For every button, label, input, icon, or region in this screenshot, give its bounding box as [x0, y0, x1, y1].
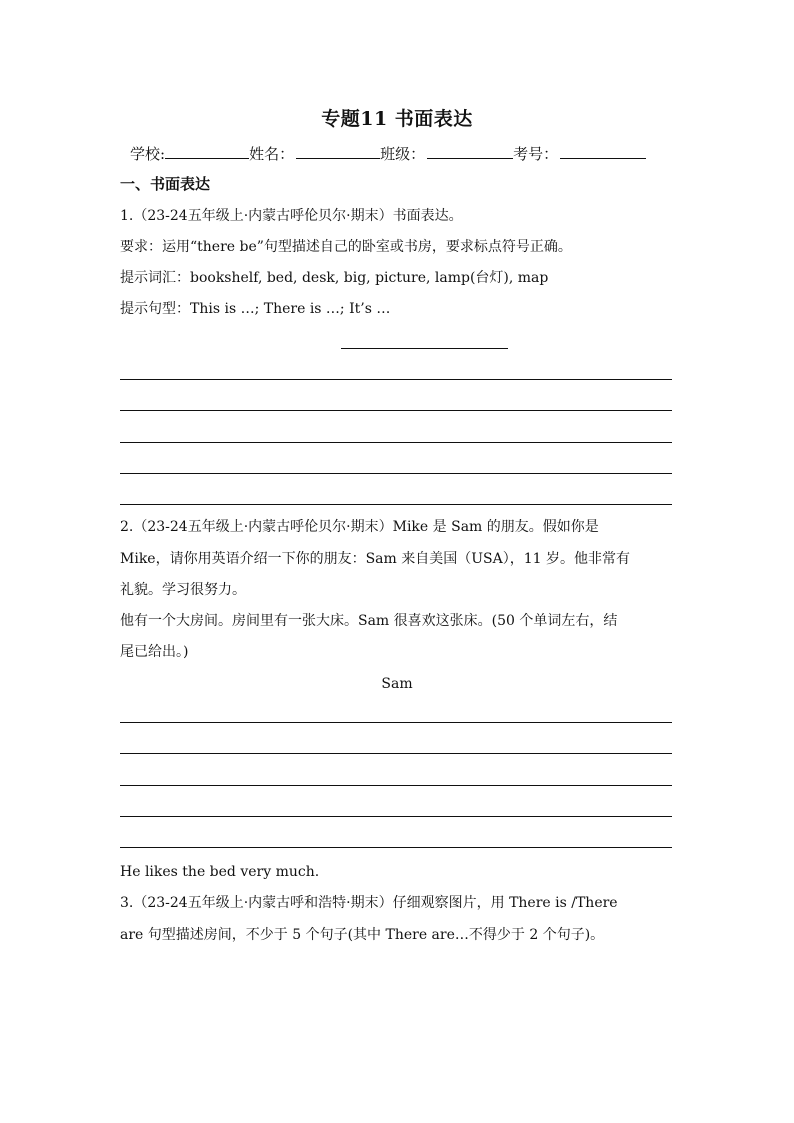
q2-stem-line2: Mike，请你用英语介绍一下你的朋友：Sam 来自美国（USA），11 岁。他非常有 — [120, 551, 631, 567]
q1-writing-line[interactable] — [120, 504, 672, 505]
q2-writing-line[interactable] — [120, 753, 672, 754]
student-info-row — [130, 143, 646, 164]
q3-stem-line1: 3.（23-24五年级上·内蒙古呼和浩特·期末）仔细观察图片，用 There is /There — [120, 895, 618, 911]
q2-writing-line[interactable] — [120, 847, 672, 848]
q1-pattern-hint: 提示句型：This is …; There is …; It’s … — [120, 301, 391, 317]
q2-writing-line[interactable] — [120, 816, 672, 817]
school-blank[interactable] — [165, 144, 249, 159]
q1-writing-line[interactable] — [120, 379, 672, 380]
q1-vocabulary-hint: 提示词汇：bookshelf, bed, desk, big, picture, lamp(台灯), map — [120, 270, 549, 286]
q1-writing-line[interactable] — [120, 410, 672, 411]
class-label: 班级： — [380, 145, 426, 163]
q2-stem-line3: 礼貌。学习很努力。 — [120, 582, 246, 598]
school-label: 学校: — [130, 145, 166, 163]
page-title: 专题11 书面表达 — [321, 108, 473, 130]
q2-given-ending: He likes the bed very much. — [120, 864, 320, 880]
q2-essay-heading: Sam — [381, 676, 413, 692]
exam-number-blank[interactable] — [560, 144, 646, 159]
name-blank[interactable] — [296, 144, 380, 159]
q2-writing-line[interactable] — [120, 785, 672, 786]
q2-stem-line5: 尾已给出。) — [120, 644, 189, 660]
q1-stem: 1.（23-24五年级上·内蒙古呼伦贝尔·期末）书面表达。 — [120, 208, 463, 224]
q3-stem-line2: are 句型描述房间，不少于 5 个句子(其中 There are…不得少于 2 个句子)。 — [120, 927, 605, 943]
q2-stem-line4: 他有一个大房间。房间里有一张大床。Sam 很喜欢这张床。(50 个单词左右，结 — [120, 613, 618, 629]
exam-number-label: 考号： — [513, 145, 559, 163]
q2-stem-line1: 2.（23-24五年级上·内蒙古呼伦贝尔·期末）Mike 是 Sam 的朋友。假如你是 — [120, 519, 599, 535]
class-blank[interactable] — [427, 144, 513, 159]
q1-requirement: 要求：运用“there be”句型描述自己的卧室或书房，要求标点符号正确。 — [120, 239, 572, 255]
q1-writing-line[interactable] — [120, 473, 672, 474]
name-label: 姓名： — [249, 145, 295, 163]
q2-writing-line[interactable] — [120, 722, 672, 723]
q1-title-blank[interactable] — [341, 348, 508, 349]
q1-writing-line[interactable] — [120, 442, 672, 443]
section-heading: 一、书面表达 — [120, 175, 211, 193]
